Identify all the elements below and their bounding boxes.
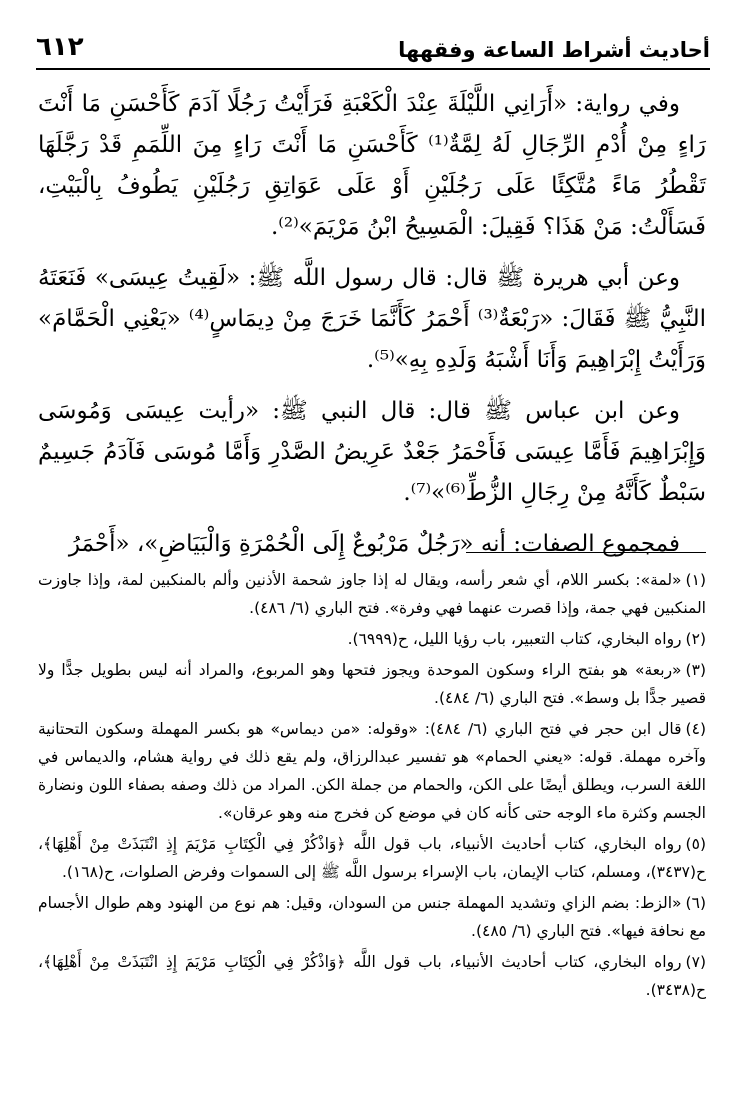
footnote-2 (38, 625, 706, 653)
footnote-text: رواه البخاري، كتاب أحاديث الأنبياء، باب قول اللَّه ﴿وَاذْكُرْ فِي الْكِتَابِ مَرْيَمَ إِذِ انْتَبَذَتْ مِنْ أَهْلِهَا﴾، ح(٣٤٣٧)، ومسلم، كتاب الإيمان، باب الإسراء برسول اللَّه ﷺ إلى السموات وفرض الصلوات، ح(١٦٨). (38, 835, 706, 881)
footnote-7 (38, 948, 706, 1004)
footnote-text: «لمة»: بكسر اللام، أي شعر رأسه، ويقال له إذا جاوز شحمة الأذنين وألم بالمنكبين لمة، وإذا جاوزت المنكبين فهي جمة، وإذا قصرت عنهما فهي وفرة». فتح الباري (٦/ ٤٨٦). (38, 571, 706, 617)
footnote-6 (38, 889, 706, 945)
running-header (36, 30, 710, 70)
footnote-3 (38, 656, 706, 712)
page-number: ٦١٢ (36, 32, 84, 62)
footnote-4 (38, 715, 706, 827)
footnote-marker: (٤) (685, 720, 706, 738)
paragraph-summary: فمجموع الصفات: أنه «رَجُلٌ مَرْبُوعٌ إِلَى الْحُمْرَةِ وَالْبَيَاضِ»، «أَحْمَرُ (68, 531, 680, 557)
footnote-text: رواه البخاري، كتاب أحاديث الأنبياء، باب قول اللَّه ﴿وَاذْكُرْ فِي الْكِتَابِ مَرْيَمَ إِذِ انْتَبَذَتْ مِنْ أَهْلِهَا﴾، ح(٣٤٣٨). (38, 953, 706, 999)
footnote-marker: (١) (685, 571, 706, 589)
footnote-marker: (٧) (685, 953, 706, 971)
paragraph-ibn-abbas: وعن ابن عباس ﷺ قال: قال النبي ﷺ: «رأيت عِيسَى وَمُوسَى وَإِبْرَاهِيمَ فَأَمَّا عِيسَى فَأَحْمَرُ جَعْدٌ عَرِيضُ الصَّدْرِ وَأَمَّا مُوسَى فَآدَمُ جَسِيمٌ سَبْطٌ كَأَنَّهُ مِنْ رِجَالِ الزُّطِّ⁽⁶⁾»⁽⁷⁾. (38, 398, 706, 506)
paragraph-abu-hurayra: وعن أبي هريرة ﷺ قال: قال رسول اللَّه ﷺ: «لَقِيتُ عِيسَى» فَنَعَتَهُ النَّبِيُّ ﷺ فَقَالَ: «رَبْعَةٌ⁽³⁾ أَحْمَرُ كَأَنَّمَا خَرَجَ مِنْ دِيمَاسٍ⁽⁴⁾ «يَعْنِي الْحَمَّامَ» وَرَأَيْتُ إِبْرَاهِيمَ وَأَنَا أَشْبَهُ وَلَدِهِ بِهِ»⁽⁵⁾. (38, 265, 707, 373)
footnote-marker: (٣) (685, 661, 706, 679)
footnote-text: «الزط: بضم الزاي وتشديد المهملة جنس من السودان، وقيل: هم نوع من الهنود وهم طوال الأجسام مع نحافة فيها». فتح الباري (٦/ ٤٨٥). (38, 894, 706, 940)
paragraph-narration: وفي رواية: «أَرَانِي اللَّيْلَةَ عِنْدَ الْكَعْبَةِ فَرَأَيْتُ رَجُلًا آدَمَ كَأَحْسَنِ مَا أَنْتَ رَاءٍ مِنْ أُدْمِ الرِّجَالِ لَهُ لِمَّةٌ⁽¹⁾ كَأَحْسَنِ مَا أَنْتَ رَاءٍ مِنَ اللِّمَمِ قَدْ رَجَّلَهَا تَقْطُرُ مَاءً مُتَّكِئًا عَلَى رَجُلَيْنِ أَوْ عَلَى عَوَاتِقِ رَجُلَيْنِ يَطُوفُ بِالْبَيْتِ، فَسَأَلْتُ: مَنْ هَذَا؟ فَقِيلَ: الْمَسِيحُ ابْنُ مَرْيَمَ»⁽²⁾. (38, 91, 707, 240)
footnote-marker: (٥) (685, 835, 706, 853)
footnote-1 (38, 566, 706, 622)
running-title: أحاديث أشراط الساعة وفقهها (398, 38, 710, 62)
footnote-5 (38, 830, 706, 886)
footnote-marker: (٢) (685, 630, 706, 648)
footnote-divider (466, 552, 706, 553)
footnotes (38, 566, 706, 1007)
footnote-marker: (٦) (685, 894, 706, 912)
footnote-text: «ربعة» هو بفتح الراء وسكون الموحدة ويجوز فتحها وهو المربوع، والمراد أنه ليس بطويل جدًّا ولا قصير جدًّا بل وسط». فتح الباري (٦/ ٤٨٤). (38, 661, 706, 707)
footnote-text: رواه البخاري، كتاب التعبير، باب رؤيا الليل، ح(٦٩٩٩). (347, 630, 682, 648)
main-text (38, 84, 706, 575)
footnote-text: قال ابن حجر في فتح الباري (٦/ ٤٨٤): «وقوله: «من ديماس» هو بكسر المهملة وسكون التحتانية وآخره مهملة. قوله: «يعني الحمام» هو تفسير عبدالرزاق، ولم يقع ذلك في رواية هشام، والديماس في اللغة السرب، ويطلق أيضًا على الكن، والحمام من جملة الكن. المراد من ذلك وصفه بصفاء اللون ونضارة الجسم وكثرة ماء الوجه حتى كأنه كان في موضع كن فخرج منه وهو عرقان». (38, 720, 706, 822)
